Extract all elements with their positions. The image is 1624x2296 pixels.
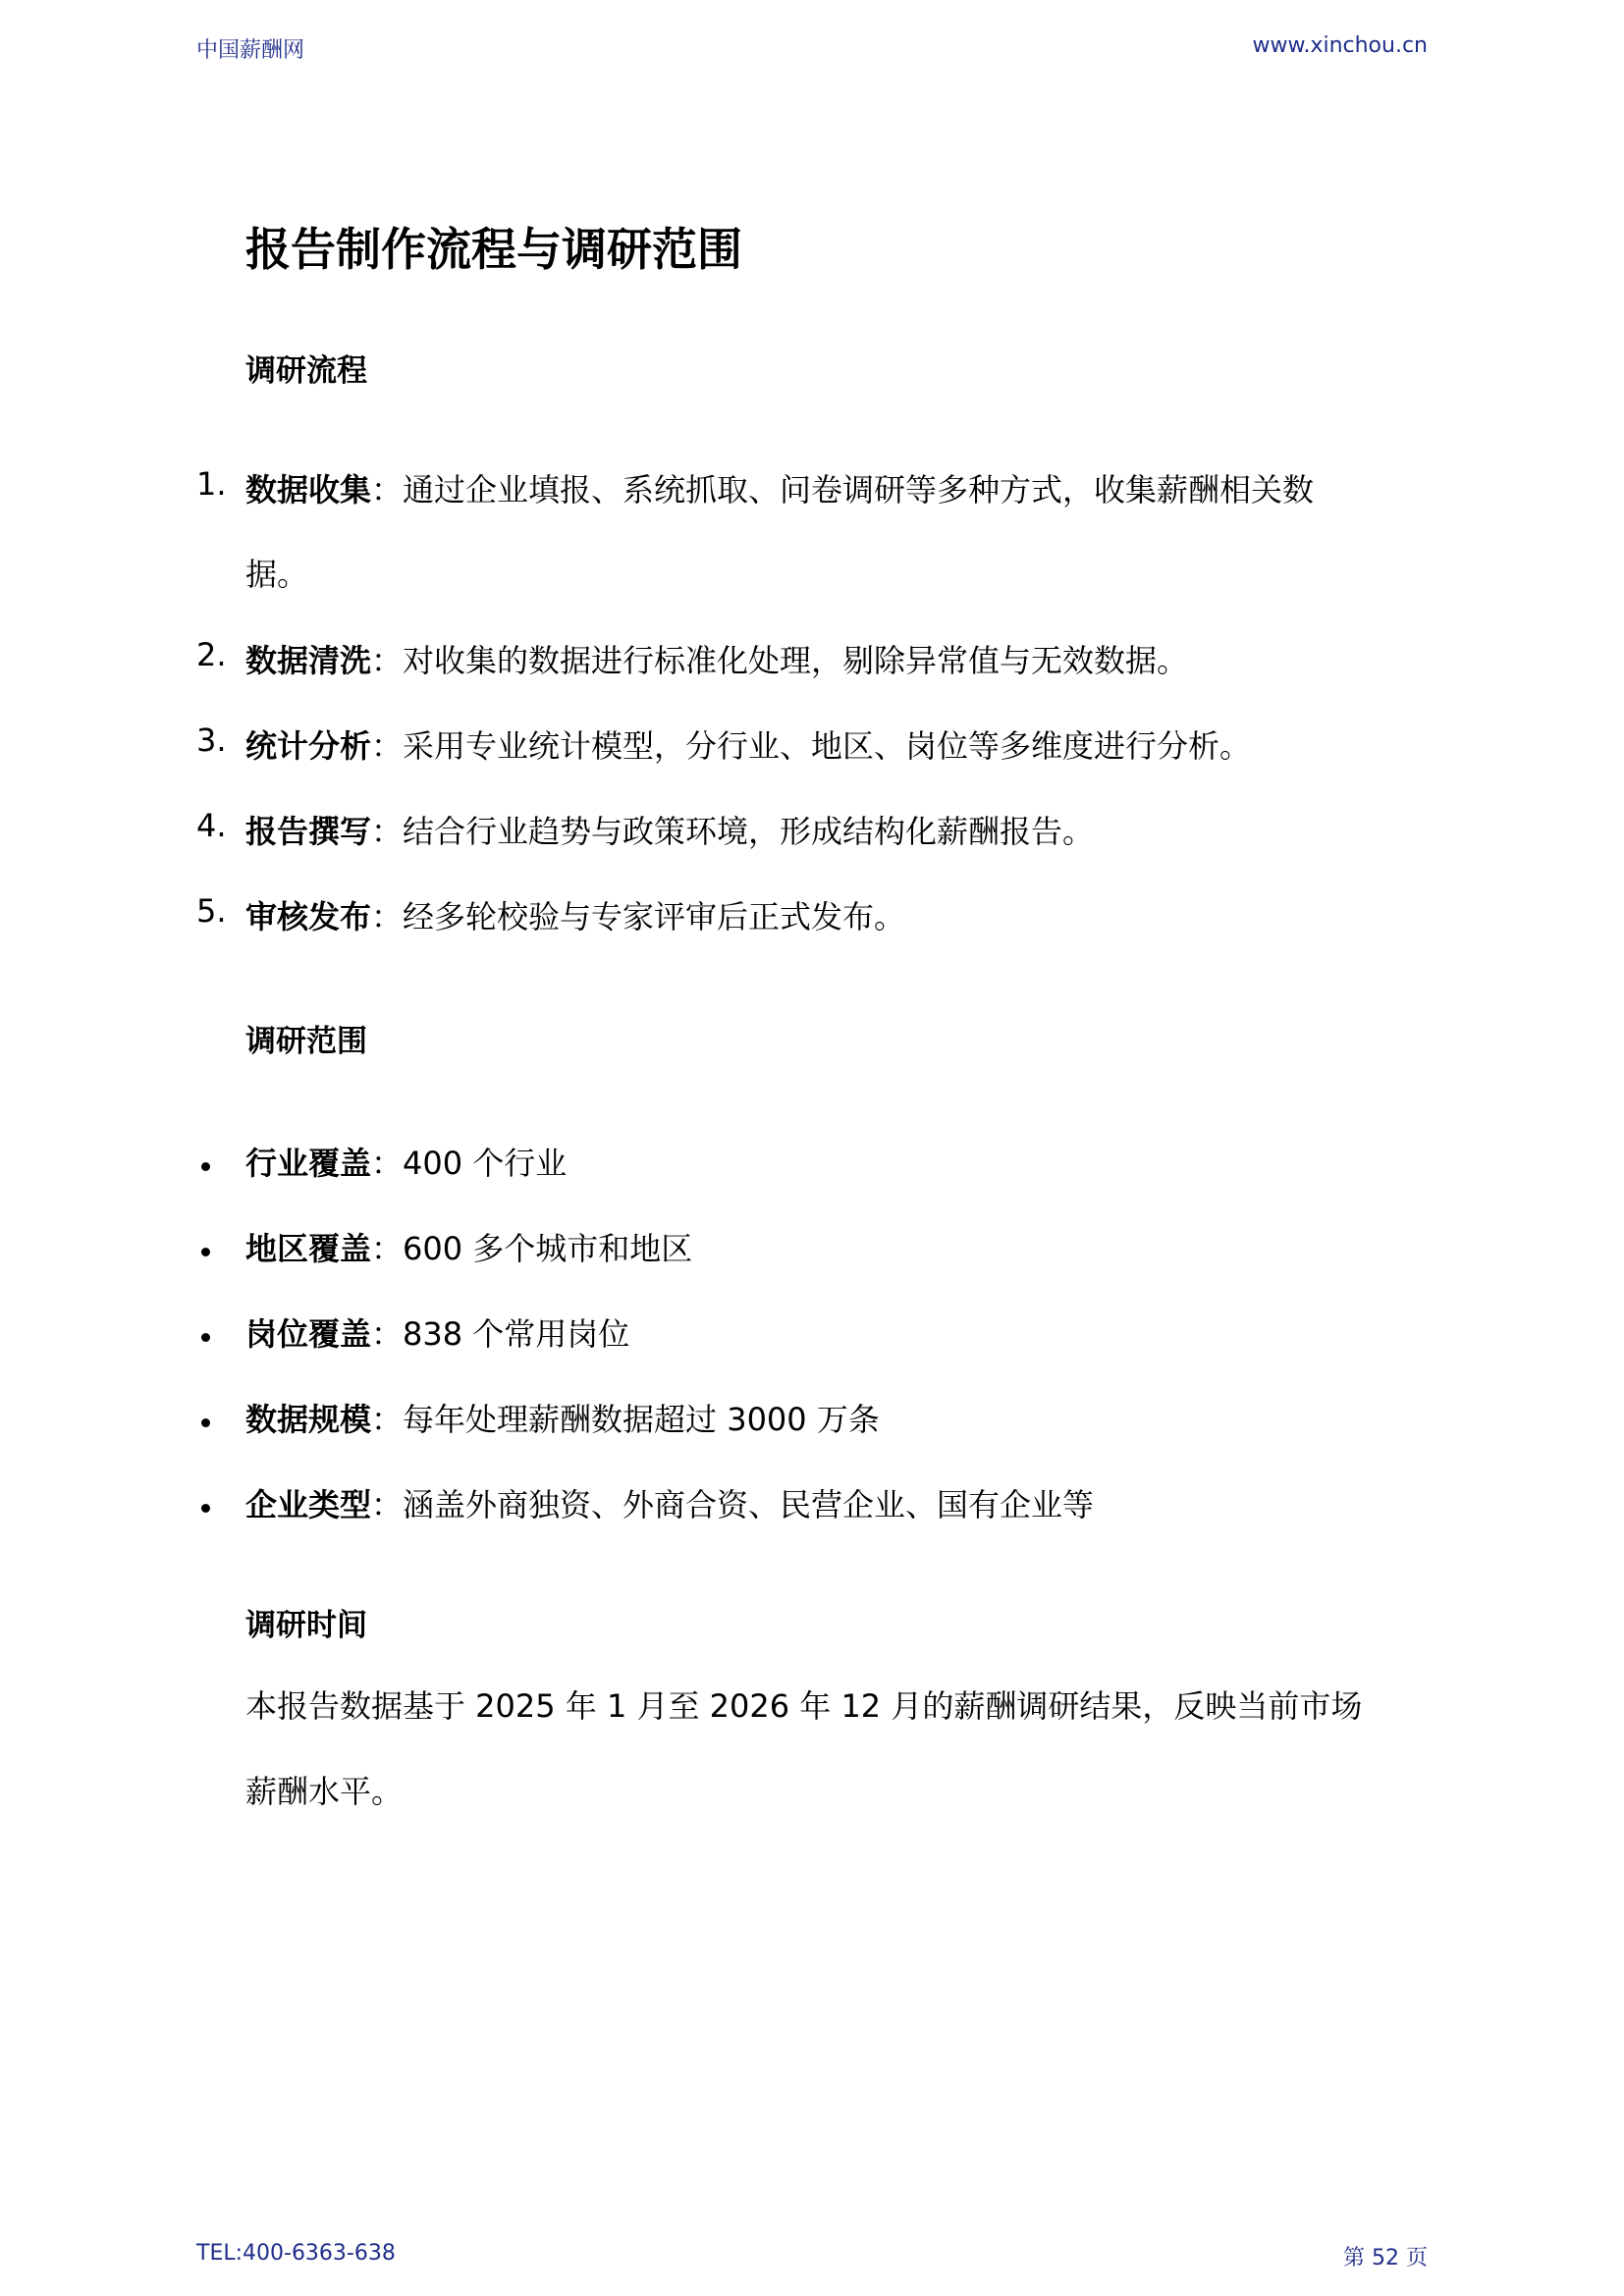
period-text-line-2: 薪酬水平。	[245, 1773, 404, 1810]
scope-item	[245, 1309, 629, 1355]
step-text: 通过企业填报、系统抓取、问卷调研等多种方式，收集薪酬相关数	[403, 471, 1315, 508]
bullet-icon	[201, 1504, 210, 1513]
step-term: 审核发布	[245, 898, 372, 935]
scope-item	[245, 1395, 880, 1440]
step-number: 3.	[196, 721, 227, 759]
scope-text: 每年处理薪酬数据超过 3000 万条	[403, 1401, 880, 1438]
page-title: 报告制作流程与调研范围	[245, 223, 742, 276]
footer-phone: TEL:400-6363-638	[196, 2241, 396, 2266]
scope-separator: ：	[371, 1401, 404, 1438]
step-term: 统计分析	[245, 727, 372, 765]
scope-term: 岗位覆盖	[245, 1315, 372, 1353]
scope-heading: 调研范围	[245, 1024, 367, 1059]
scope-text: 400 个行业	[403, 1145, 568, 1182]
step-number: 4.	[196, 807, 227, 844]
footer-page-number: 第 52 页	[1343, 2246, 1428, 2270]
header-site-name: 中国薪酬网	[196, 38, 305, 63]
scope-item	[245, 1480, 1094, 1525]
step-line	[245, 636, 1188, 681]
scope-text: 600 多个城市和地区	[403, 1230, 693, 1267]
scope-term: 数据规模	[245, 1401, 372, 1438]
step-separator: ：	[371, 813, 404, 850]
scope-term: 行业覆盖	[245, 1145, 372, 1182]
step-line	[245, 892, 905, 937]
bullet-icon	[201, 1418, 210, 1427]
period-text-line-1: 本报告数据基于 2025 年 1 月至 2026 年 12 月的薪酬调研结果，反映当前市场	[245, 1687, 1363, 1725]
step-separator: ：	[371, 471, 404, 508]
step-separator: ：	[371, 727, 404, 765]
scope-item	[245, 1139, 567, 1184]
step-text: 经多轮校验与专家评审后正式发布。	[403, 898, 906, 935]
bullet-icon	[201, 1248, 210, 1256]
step-number: 1.	[196, 465, 227, 503]
step-text: 对收集的数据进行标准化处理，剔除异常值与无效数据。	[403, 642, 1189, 679]
scope-separator: ：	[371, 1145, 404, 1182]
period-heading: 调研时间	[245, 1608, 367, 1643]
step-line	[245, 807, 1094, 852]
scope-term: 地区覆盖	[245, 1230, 372, 1267]
scope-text: 838 个常用岗位	[403, 1315, 630, 1353]
scope-text: 涵盖外商独资、外商合资、民营企业、国有企业等	[403, 1486, 1095, 1523]
step-number: 2.	[196, 636, 227, 673]
scope-separator: ：	[371, 1315, 404, 1353]
step-number: 5.	[196, 892, 227, 930]
step-line	[245, 465, 1314, 510]
header-url-link[interactable]: www.xinchou.cn	[1252, 33, 1428, 58]
step-continuation: 据。	[245, 556, 309, 593]
step-line	[245, 721, 1251, 767]
step-term: 数据清洗	[245, 642, 372, 679]
process-heading: 调研流程	[245, 353, 367, 389]
scope-item	[245, 1224, 692, 1269]
bullet-icon	[201, 1333, 210, 1342]
scope-separator: ：	[371, 1230, 404, 1267]
step-term: 报告撰写	[245, 813, 372, 850]
step-text: 采用专业统计模型，分行业、地区、岗位等多维度进行分析。	[403, 727, 1252, 765]
step-separator: ：	[371, 642, 404, 679]
step-separator: ：	[371, 898, 404, 935]
scope-separator: ：	[371, 1486, 404, 1523]
step-text: 结合行业趋势与政策环境，形成结构化薪酬报告。	[403, 813, 1095, 850]
scope-term: 企业类型	[245, 1486, 372, 1523]
step-term: 数据收集	[245, 471, 372, 508]
bullet-icon	[201, 1162, 210, 1171]
